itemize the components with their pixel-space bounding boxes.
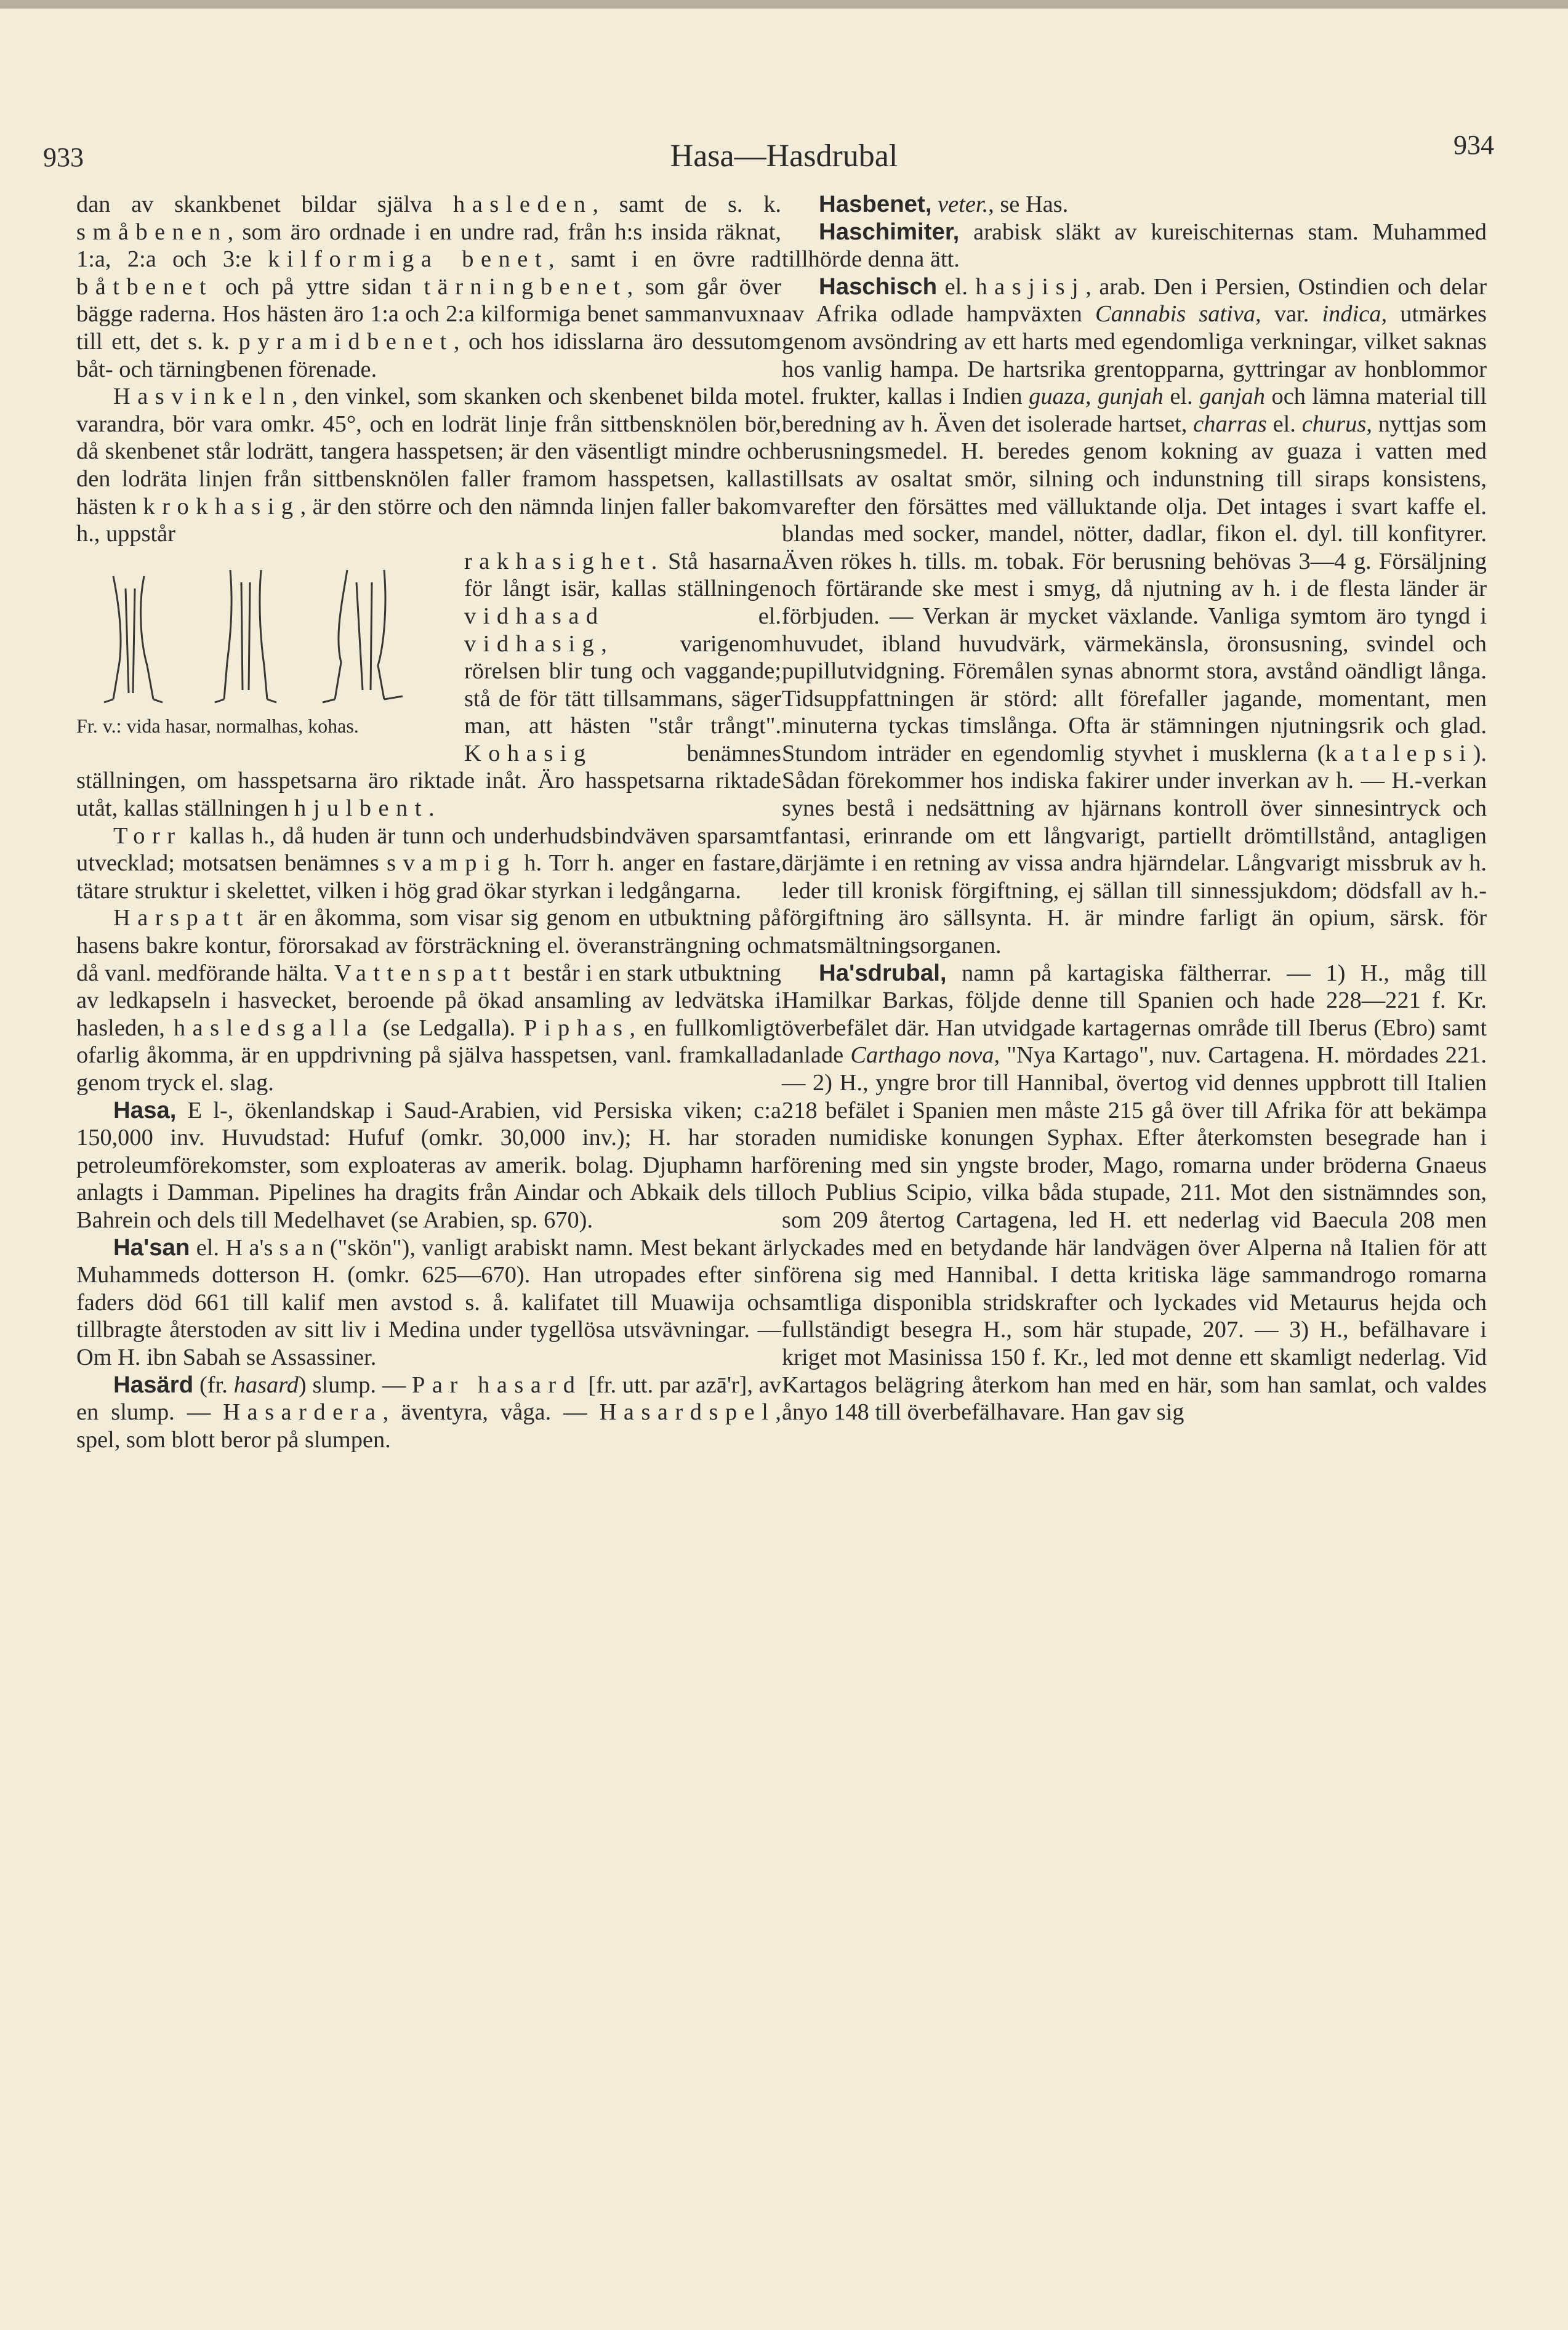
entry-hasbenet: Hasbenet, veter., se Has. [819, 191, 1069, 217]
entry-hasa: Hasa, E l-, ökenlandskap i Saud-Arabien, vid Persiska viken; c:a 150,000 inv. Huvudstad: Hufuf (omkr. 30,000 inv.); H. har stora petroleumförekomster, som exploateras av amerik. bolag. Djuphamn har anlagts i Damman. Pipelines ha dragits från Aindar och Abkaik dels till Bahrein och dels till Medelhavet (se Arabien, sp. 670). [76, 1096, 781, 1233]
page-number-left: 933 [43, 142, 84, 172]
entry-haschisch: Haschisch el. hasjisj, arab. Den i Persien, Ostindien och delar av Afrika odlade hampväxten Cannabis sativa, var. indica, utmärkes genom avsöndring av ett harts med egendomliga verkningar, vilket saknas hos vanlig hampa. De hartsrika grentopparna, gyttringar av honblommor el. frukter, kallas i Indien guaza, gunjah el. ganjah och lämna material till beredning av h. Även det isolerade hartset, charras el. churus, nyttjas som berusningsmedel. H. beredes genom kokning av guaza i vatten med tillsats av osaltat smör, silning och indunstning till siraps konsistens, varefter den försättes med välluktande olja. Det intages i svart kaffe el. blandas med socker, mandel, nötter, dadlar, fikon el. dyl. till konfityrer. Även rökes h. tills. m. tobak. För berusning behövas 3—4 g. Försäljning och förtärande ske mest i smyg, då njutning av h. i de flesta länder är förbjuden. — Verkan är mycket växlande. Vanliga symtom äro tyngd i huvudet, ibland huvudvärk, värmekänsla, öronsusning, svindel och pupillutvidgning. Föremålen synas abnormt stora, avstånd oändligt långa. Tidsuppfattningen är störd: allt förefaller jagande, momentant, men minuterna tyckas timslånga. Ofta är stämningen njutningsrik och glad. Stundom inträder en egendomlig styvhet i musklerna (katalepsi). Sådan förekommer hos indiska fakirer under inverkan av h. — H.-verkan synes bestå i nedsättning av hjärnans kontroll över sinnesintryck och fantasi, erinrande om ett långvarigt, partiellt drömtillstånd, antagligen därjämte i en retning av vissa andra hjärndelar. Långvarigt missbruk av h. leder till kronisk förgiftning, ej sällan till sinnessjukdom; dödsfall av h.-förgiftning äro sällsynta. H. är mindre farligt än opium, särsk. för matsmältningsorganen. [782, 273, 1487, 959]
paragraph-harspatt: Harspatt är en åkomma, som visar sig genom en utbuktning på hasens bakre kontur, förorsakad av försträckning el. överansträngning och då vanl. medförande hälta. Vattenspatt består i en stark utbuktning av ledkapseln i hasvecket, beroende på ökad ansamling av ledvätska i hasleden, hasledsgalla (se Ledgalla). Piphas, en fullkomligt ofarlig åkomma, är en uppdrivning på själva hasspetsen, vanl. framkallad genom tryck el. slag. [76, 905, 782, 1096]
entry-hasan: Ha'san el. H a's s a n ("skön"), vanligt arabiskt namn. Mest bekant är Muhammeds dotterson H. (omkr. 625—670). Han utropades efter sin faders död 661 till kalif men avstod s. å. kalifatet till Muawija och tillbragte återstoden av sitt liv i Medina under tygellösa utsvävningar. — Om H. ibn Sabah se Assassiner. [76, 1234, 781, 1370]
left-column [76, 191, 781, 1453]
page-number-right: 934 [1453, 130, 1494, 160]
page-header [0, 129, 1568, 179]
paragraph-hasled-cont: dan av skankbenet bildar själva hasleden, samt de s. k. småbenen, som äro ordnade i en undre rad, från h:s insida räknat, 1:a, 2:a och 3:e kilformiga benet, samt i en övre rad båtbenet och på yttre sidan tärningbenet, som går över bägge raderna. Hos hästen äro 1:a och 2:a kilformiga benet sammanvuxna till ett, det s. k. pyramidbenet, och hos idisslarna äro dessutom båt- och tärningbenen förenade. [76, 191, 782, 382]
right-column [782, 191, 1487, 1426]
paragraph-hasvinkeln-2: Fr. v.: vida hasar, normalhas, kohas. rakhasighet. Stå hasarna för långt isär, kallas ställningen vidhasad el. vidhasig, varigenom rörelsen blir tung och vaggande; stå de för tätt tillsammans, säger man, att hästen "står trångt". Kohasig benämnes ställningen, om hasspetsarna äro riktade inåt. Äro hasspetsarna riktade utåt, kallas ställningen hjulbent. [76, 548, 781, 822]
figure-caption: Fr. v.: vida hasar, normalhas, kohas. [76, 714, 359, 737]
figure-horse-hocks [76, 552, 452, 739]
top-border [0, 0, 1568, 9]
horse-legs-illustration [76, 552, 452, 712]
page-title: Hasa—Hasdrubal [670, 139, 898, 174]
paragraph-torr: Torr kallas h., då huden är tunn och underhudsbindväven sparsamt utvecklad; motsatsen benämnes svampig h. Torr h. anger en fastare, tätare struktur i skelettet, vilken i hög grad ökar styrkan i ledgångarna. [76, 822, 781, 904]
paragraph-hasvinkeln: Hasvinkeln, den vinkel, som skanken och skenbenet bilda mot varandra, bör vara omkr. 45°, och en lodrät linje från sittbensknölen bör, då skenbenet står lodrätt, tangera hasspetsen; är den väsentligt mindre och den lodräta linjen från sittbensknölen faller framom hasspetsen, kallas hästen krokhasig, är den större och den nämnda linjen faller bakom h., uppstår [76, 384, 781, 547]
entry-haschimiter: Haschimiter, arabisk släkt av kureischiternas stam. Muhammed tillhörde denna ätt. [782, 218, 1487, 273]
entry-hasard: Hasärd (fr. hasard) slump. — Par hasard [fr. utt. par azā'r], av en slump. — Hasardera, äventyra, våga. — Hasardspel, spel, som blott beror på slumpen. [76, 1371, 782, 1453]
entry-hasdrubal: Ha'sdrubal, namn på kartagiska fältherrar. — 1) H., måg till Hamilkar Barkas, följde denne till Spanien och hade 228—221 f. Kr. överbefälet där. Han utvidgade kartagernas område till Iberus (Ebro) samt anlade Carthago nova, "Nya Kartago", nuv. Cartagena. H. mördades 221. — 2) H., yngre bror till Hannibal, övertog vid dennes uppbrott till Italien 218 befälet i Spanien men måste 215 gå över till Afrika för att bekämpa den numidiske konungen Syphax. Efter återkomsten besegrade han i förening med sin yngste broder, Mago, romarna under bröderna Gnaeus och Publius Scipio, vilka båda stupade, 211. Mot den sistnämndes son, som 209 återtog Cartagena, led H. ett nederlag vid Baecula 208 men lyckades med en betydande här landvägen över Alperna nå Italien för att förena sig med Hannibal. I detta kritiska läge sammandrogo romarna samtliga disponibla stridskrafter och lyckades vid Metaurus hejda och fullständigt besegra H., som här stupade, 207. — 3) H., befälhavare i kriget mot Masinissa 150 f. Kr., led mot denne ett skamligt nederlag. Vid Kartagos belägring återkom han med en här, som han samlat, och valdes ånyo 148 till överbefälhavare. Han gav sig [782, 959, 1487, 1426]
